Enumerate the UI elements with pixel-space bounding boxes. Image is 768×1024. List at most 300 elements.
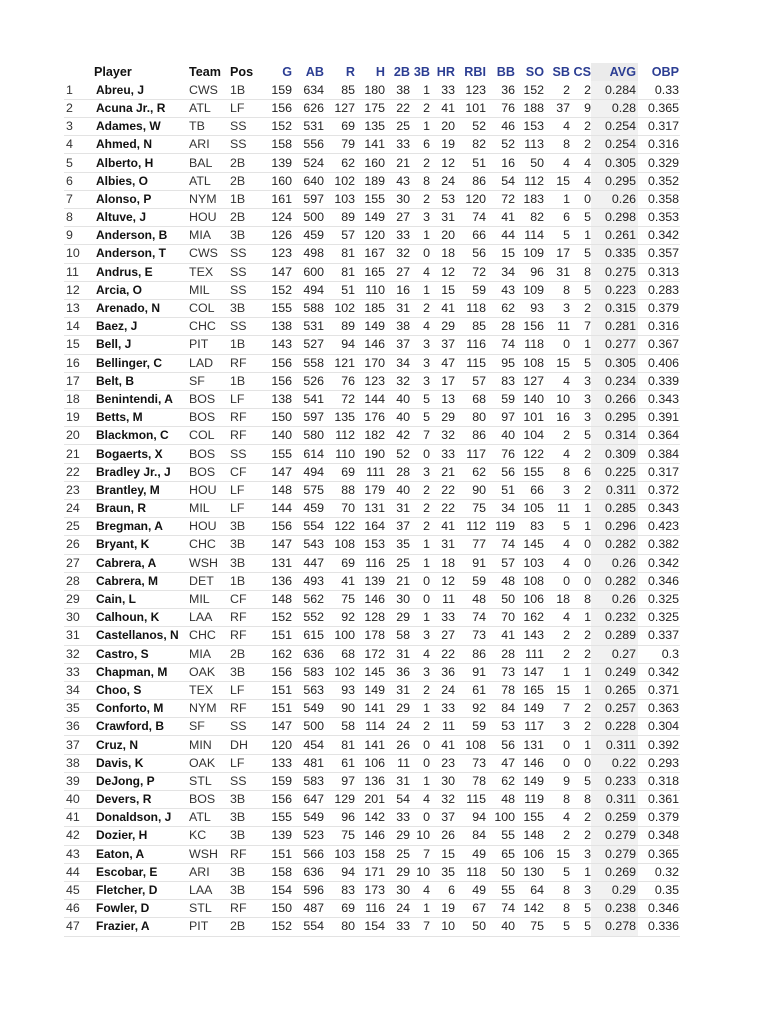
cell-doubles: 31	[385, 500, 410, 518]
cell-games: 155	[262, 299, 292, 317]
cell-doubles: 40	[385, 481, 410, 499]
cell-doubles: 24	[385, 900, 410, 918]
cell-doubles: 30	[385, 881, 410, 899]
cell-team: CHC	[189, 536, 230, 554]
table-row	[64, 245, 680, 263]
cell-stolen-bases: 0	[544, 336, 570, 354]
cell-strikeouts: 112	[515, 172, 544, 190]
cell-at-bats: 487	[292, 900, 324, 918]
cell-triples: 2	[410, 500, 430, 518]
cell-hits: 185	[355, 299, 385, 317]
cell-stolen-bases: 11	[544, 318, 570, 336]
cell-position: 1B	[230, 190, 262, 208]
cell-row-number: 42	[64, 827, 94, 845]
cell-player: Bradley Jr., J	[94, 463, 189, 481]
cell-stolen-bases: 17	[544, 245, 570, 263]
cell-player: Davis, K	[94, 754, 189, 772]
cell-triples: 4	[410, 881, 430, 899]
cell-team: ATL	[189, 809, 230, 827]
column-header-triples: 3B	[413, 65, 430, 80]
cell-hits: 175	[355, 99, 385, 117]
cell-home-runs: 32	[430, 427, 455, 445]
cell-position: SS	[230, 445, 262, 463]
cell-at-bats: 566	[292, 845, 324, 863]
cell-home-runs: 12	[430, 572, 455, 590]
cell-hits: 146	[355, 336, 385, 354]
cell-position: 3B	[230, 663, 262, 681]
table-row	[64, 518, 680, 536]
cell-runs: 129	[324, 791, 355, 809]
cell-batting-average: 0.266	[591, 390, 638, 408]
cell-rbi: 112	[455, 518, 486, 536]
cell-rbi: 116	[455, 336, 486, 354]
cell-strikeouts: 143	[515, 627, 544, 645]
cell-on-base-pct: 0.353	[638, 209, 680, 227]
cell-strikeouts: 66	[515, 481, 544, 499]
cell-stolen-bases: 3	[544, 299, 570, 317]
cell-at-bats: 647	[292, 791, 324, 809]
cell-caught-stealing: 1	[570, 518, 591, 536]
table-row	[64, 572, 680, 590]
cell-row-number: 27	[64, 554, 94, 572]
cell-at-bats: 554	[292, 918, 324, 936]
cell-batting-average: 0.279	[591, 827, 638, 845]
cell-at-bats: 640	[292, 172, 324, 190]
cell-team: LAD	[189, 354, 230, 372]
column-header-position: Pos	[230, 65, 254, 80]
cell-caught-stealing: 5	[570, 354, 591, 372]
cell-batting-average: 0.281	[591, 318, 638, 336]
cell-position: 3B	[230, 299, 262, 317]
cell-home-runs: 19	[430, 136, 455, 154]
cell-doubles: 27	[385, 263, 410, 281]
cell-caught-stealing: 5	[570, 245, 591, 263]
cell-team: SF	[189, 718, 230, 736]
cell-stolen-bases: 2	[544, 81, 570, 99]
cell-doubles: 33	[385, 227, 410, 245]
cell-caught-stealing: 2	[570, 481, 591, 499]
cell-row-number: 26	[64, 536, 94, 554]
cell-games: 156	[262, 663, 292, 681]
cell-on-base-pct: 0.317	[638, 463, 680, 481]
cell-games: 158	[262, 136, 292, 154]
cell-rbi: 108	[455, 736, 486, 754]
cell-stolen-bases: 8	[544, 463, 570, 481]
column-header-runs: R	[345, 65, 355, 80]
cell-row-number: 16	[64, 354, 94, 372]
cell-doubles: 24	[385, 718, 410, 736]
cell-strikeouts: 104	[515, 427, 544, 445]
table-header-row	[64, 63, 680, 81]
cell-player: Bogaerts, X	[94, 445, 189, 463]
cell-walks: 56	[486, 463, 515, 481]
cell-walks: 74	[486, 336, 515, 354]
cell-triples: 2	[410, 99, 430, 117]
cell-games: 139	[262, 827, 292, 845]
cell-strikeouts: 146	[515, 754, 544, 772]
cell-row-number: 37	[64, 736, 94, 754]
table-row	[64, 681, 680, 699]
cell-at-bats: 600	[292, 263, 324, 281]
cell-position: RF	[230, 700, 262, 718]
cell-player: Fletcher, D	[94, 881, 189, 899]
cell-triples: 10	[410, 863, 430, 881]
cell-doubles: 21	[385, 154, 410, 172]
cell-strikeouts: 106	[515, 590, 544, 608]
cell-doubles: 30	[385, 190, 410, 208]
cell-stolen-bases: 4	[544, 554, 570, 572]
cell-walks: 34	[486, 263, 515, 281]
cell-runs: 57	[324, 227, 355, 245]
cell-on-base-pct: 0.348	[638, 827, 680, 845]
cell-triples: 5	[410, 409, 430, 427]
cell-walks: 28	[486, 318, 515, 336]
cell-team: WSH	[189, 554, 230, 572]
cell-home-runs: 19	[430, 900, 455, 918]
cell-team: TEX	[189, 263, 230, 281]
cell-stolen-bases: 5	[544, 918, 570, 936]
cell-batting-average: 0.295	[591, 409, 638, 427]
cell-at-bats: 558	[292, 354, 324, 372]
cell-hits: 123	[355, 372, 385, 390]
cell-on-base-pct: 0.406	[638, 354, 680, 372]
table-row	[64, 209, 680, 227]
cell-doubles: 54	[385, 791, 410, 809]
cell-hits: 106	[355, 754, 385, 772]
cell-strikeouts: 108	[515, 354, 544, 372]
cell-row-number: 6	[64, 172, 94, 190]
cell-games: 161	[262, 190, 292, 208]
cell-runs: 69	[324, 118, 355, 136]
cell-walks: 72	[486, 190, 515, 208]
cell-triples: 0	[410, 754, 430, 772]
cell-games: 156	[262, 354, 292, 372]
cell-walks: 43	[486, 281, 515, 299]
cell-rbi: 73	[455, 754, 486, 772]
cell-caught-stealing: 5	[570, 900, 591, 918]
cell-on-base-pct: 0.33	[638, 81, 680, 99]
cell-stolen-bases: 8	[544, 900, 570, 918]
cell-hits: 170	[355, 354, 385, 372]
cell-triples: 0	[410, 809, 430, 827]
cell-strikeouts: 145	[515, 536, 544, 554]
cell-on-base-pct: 0.363	[638, 700, 680, 718]
cell-stolen-bases: 5	[544, 863, 570, 881]
cell-doubles: 21	[385, 572, 410, 590]
cell-strikeouts: 188	[515, 99, 544, 117]
cell-batting-average: 0.234	[591, 372, 638, 390]
column-header-batting-average: AVG	[591, 63, 638, 81]
cell-position: CF	[230, 463, 262, 481]
cell-games: 160	[262, 172, 292, 190]
cell-doubles: 11	[385, 754, 410, 772]
cell-walks: 47	[486, 754, 515, 772]
cell-player: Devers, R	[94, 791, 189, 809]
cell-on-base-pct: 0.336	[638, 918, 680, 936]
cell-team: MIL	[189, 500, 230, 518]
cell-walks: 74	[486, 900, 515, 918]
cell-home-runs: 31	[430, 209, 455, 227]
cell-at-bats: 556	[292, 136, 324, 154]
column-header-at-bats: AB	[305, 65, 324, 80]
cell-position: RF	[230, 627, 262, 645]
cell-row-number: 10	[64, 245, 94, 263]
cell-row-number: 1	[64, 81, 94, 99]
cell-triples: 3	[410, 354, 430, 372]
cell-walks: 56	[486, 736, 515, 754]
cell-games: 151	[262, 681, 292, 699]
cell-triples: 0	[410, 572, 430, 590]
cell-strikeouts: 152	[515, 81, 544, 99]
cell-row-number: 34	[64, 681, 94, 699]
cell-strikeouts: 162	[515, 609, 544, 627]
cell-walks: 95	[486, 354, 515, 372]
cell-hits: 176	[355, 409, 385, 427]
table-row	[64, 590, 680, 608]
cell-triples: 2	[410, 154, 430, 172]
cell-games: 152	[262, 918, 292, 936]
cell-on-base-pct: 0.372	[638, 481, 680, 499]
cell-games: 143	[262, 336, 292, 354]
cell-team: HOU	[189, 209, 230, 227]
cell-batting-average: 0.295	[591, 172, 638, 190]
cell-strikeouts: 142	[515, 900, 544, 918]
cell-on-base-pct: 0.391	[638, 409, 680, 427]
table-row	[64, 372, 680, 390]
cell-on-base-pct: 0.361	[638, 791, 680, 809]
cell-walks: 28	[486, 645, 515, 663]
cell-at-bats: 588	[292, 299, 324, 317]
cell-caught-stealing: 2	[570, 81, 591, 99]
cell-stolen-bases: 11	[544, 500, 570, 518]
column-header-on-base-pct: OBP	[651, 65, 679, 80]
table-row	[64, 281, 680, 299]
cell-player: Abreu, J	[94, 81, 189, 99]
table-row	[64, 409, 680, 427]
cell-batting-average: 0.232	[591, 609, 638, 627]
cell-caught-stealing: 2	[570, 299, 591, 317]
column-header-player: Player	[94, 65, 132, 80]
cell-player: Calhoun, K	[94, 609, 189, 627]
table-row	[64, 772, 680, 790]
cell-strikeouts: 109	[515, 281, 544, 299]
cell-position: 3B	[230, 809, 262, 827]
cell-player: Anderson, B	[94, 227, 189, 245]
cell-games: 154	[262, 881, 292, 899]
cell-caught-stealing: 3	[570, 845, 591, 863]
table-row	[64, 154, 680, 172]
cell-on-base-pct: 0.358	[638, 190, 680, 208]
cell-row-number: 21	[64, 445, 94, 463]
cell-hits: 155	[355, 190, 385, 208]
cell-rbi: 120	[455, 190, 486, 208]
cell-team: PIT	[189, 336, 230, 354]
cell-player: Arenado, N	[94, 299, 189, 317]
cell-home-runs: 17	[430, 372, 455, 390]
column-header-stolen-bases: SB	[552, 65, 570, 80]
table-row	[64, 845, 680, 863]
cell-walks: 50	[486, 863, 515, 881]
table-row	[64, 299, 680, 317]
table-row	[64, 609, 680, 627]
cell-team: BOS	[189, 791, 230, 809]
cell-triples: 3	[410, 663, 430, 681]
cell-runs: 112	[324, 427, 355, 445]
cell-stolen-bases: 15	[544, 845, 570, 863]
cell-strikeouts: 101	[515, 409, 544, 427]
cell-walks: 83	[486, 372, 515, 390]
cell-stolen-bases: 5	[544, 227, 570, 245]
cell-rbi: 118	[455, 299, 486, 317]
cell-batting-average: 0.289	[591, 627, 638, 645]
cell-runs: 92	[324, 609, 355, 627]
cell-doubles: 33	[385, 918, 410, 936]
cell-hits: 116	[355, 554, 385, 572]
cell-rbi: 91	[455, 663, 486, 681]
cell-walks: 52	[486, 136, 515, 154]
cell-row-number: 29	[64, 590, 94, 608]
cell-strikeouts: 83	[515, 518, 544, 536]
cell-home-runs: 20	[430, 227, 455, 245]
cell-hits: 149	[355, 318, 385, 336]
cell-team: HOU	[189, 481, 230, 499]
cell-home-runs: 37	[430, 336, 455, 354]
cell-games: 151	[262, 845, 292, 863]
cell-team: MIA	[189, 645, 230, 663]
cell-doubles: 25	[385, 845, 410, 863]
cell-on-base-pct: 0.342	[638, 554, 680, 572]
cell-runs: 62	[324, 154, 355, 172]
cell-hits: 154	[355, 918, 385, 936]
cell-rbi: 49	[455, 845, 486, 863]
cell-games: 151	[262, 700, 292, 718]
cell-hits: 164	[355, 518, 385, 536]
cell-runs: 79	[324, 136, 355, 154]
cell-runs: 122	[324, 518, 355, 536]
cell-batting-average: 0.282	[591, 536, 638, 554]
cell-home-runs: 30	[430, 772, 455, 790]
cell-walks: 100	[486, 809, 515, 827]
cell-triples: 8	[410, 172, 430, 190]
cell-row-number: 32	[64, 645, 94, 663]
cell-on-base-pct: 0.304	[638, 718, 680, 736]
cell-runs: 135	[324, 409, 355, 427]
cell-player: Acuna Jr., R	[94, 99, 189, 117]
cell-strikeouts: 93	[515, 299, 544, 317]
table-row	[64, 318, 680, 336]
cell-runs: 127	[324, 99, 355, 117]
cell-runs: 100	[324, 627, 355, 645]
cell-doubles: 33	[385, 136, 410, 154]
column-header-rbi: RBI	[464, 65, 486, 80]
cell-at-bats: 531	[292, 118, 324, 136]
cell-home-runs: 35	[430, 863, 455, 881]
cell-row-number: 2	[64, 99, 94, 117]
table-row	[64, 390, 680, 408]
cell-games: 140	[262, 427, 292, 445]
cell-position: LF	[230, 99, 262, 117]
cell-walks: 76	[486, 99, 515, 117]
cell-at-bats: 447	[292, 554, 324, 572]
cell-row-number: 12	[64, 281, 94, 299]
cell-home-runs: 36	[430, 663, 455, 681]
cell-team: ARI	[189, 136, 230, 154]
cell-on-base-pct: 0.371	[638, 681, 680, 699]
batting-stats-table	[64, 63, 680, 937]
cell-stolen-bases: 4	[544, 154, 570, 172]
cell-games: 133	[262, 754, 292, 772]
table-row	[64, 118, 680, 136]
cell-home-runs: 24	[430, 681, 455, 699]
cell-doubles: 16	[385, 281, 410, 299]
cell-rbi: 48	[455, 590, 486, 608]
cell-player: Frazier, A	[94, 918, 189, 936]
cell-strikeouts: 82	[515, 209, 544, 227]
cell-games: 162	[262, 645, 292, 663]
cell-rbi: 92	[455, 700, 486, 718]
cell-hits: 145	[355, 663, 385, 681]
cell-walks: 57	[486, 554, 515, 572]
cell-batting-average: 0.28	[591, 99, 638, 117]
cell-walks: 55	[486, 881, 515, 899]
cell-strikeouts: 183	[515, 190, 544, 208]
cell-runs: 83	[324, 881, 355, 899]
cell-games: 152	[262, 118, 292, 136]
cell-hits: 189	[355, 172, 385, 190]
cell-doubles: 25	[385, 118, 410, 136]
table-row	[64, 354, 680, 372]
cell-home-runs: 22	[430, 645, 455, 663]
cell-team: LAA	[189, 881, 230, 899]
cell-games: 156	[262, 518, 292, 536]
cell-position: 3B	[230, 827, 262, 845]
cell-triples: 2	[410, 190, 430, 208]
cell-batting-average: 0.296	[591, 518, 638, 536]
table-row	[64, 627, 680, 645]
cell-at-bats: 549	[292, 809, 324, 827]
cell-hits: 110	[355, 281, 385, 299]
cell-runs: 110	[324, 445, 355, 463]
cell-at-bats: 523	[292, 827, 324, 845]
cell-home-runs: 41	[430, 299, 455, 317]
cell-strikeouts: 148	[515, 827, 544, 845]
cell-at-bats: 541	[292, 390, 324, 408]
cell-home-runs: 32	[430, 791, 455, 809]
cell-on-base-pct: 0.342	[638, 227, 680, 245]
cell-batting-average: 0.27	[591, 645, 638, 663]
cell-walks: 55	[486, 827, 515, 845]
cell-hits: 136	[355, 772, 385, 790]
cell-caught-stealing: 2	[570, 645, 591, 663]
cell-on-base-pct: 0.313	[638, 263, 680, 281]
cell-stolen-bases: 7	[544, 700, 570, 718]
cell-on-base-pct: 0.364	[638, 427, 680, 445]
cell-doubles: 38	[385, 81, 410, 99]
cell-walks: 78	[486, 681, 515, 699]
cell-home-runs: 12	[430, 154, 455, 172]
cell-team: LAA	[189, 609, 230, 627]
cell-caught-stealing: 8	[570, 263, 591, 281]
cell-player: Choo, S	[94, 681, 189, 699]
cell-player: Arcia, O	[94, 281, 189, 299]
cell-runs: 68	[324, 645, 355, 663]
cell-position: RF	[230, 609, 262, 627]
cell-triples: 1	[410, 536, 430, 554]
cell-on-base-pct: 0.325	[638, 609, 680, 627]
cell-caught-stealing: 0	[570, 554, 591, 572]
cell-games: 147	[262, 463, 292, 481]
cell-doubles: 31	[385, 772, 410, 790]
